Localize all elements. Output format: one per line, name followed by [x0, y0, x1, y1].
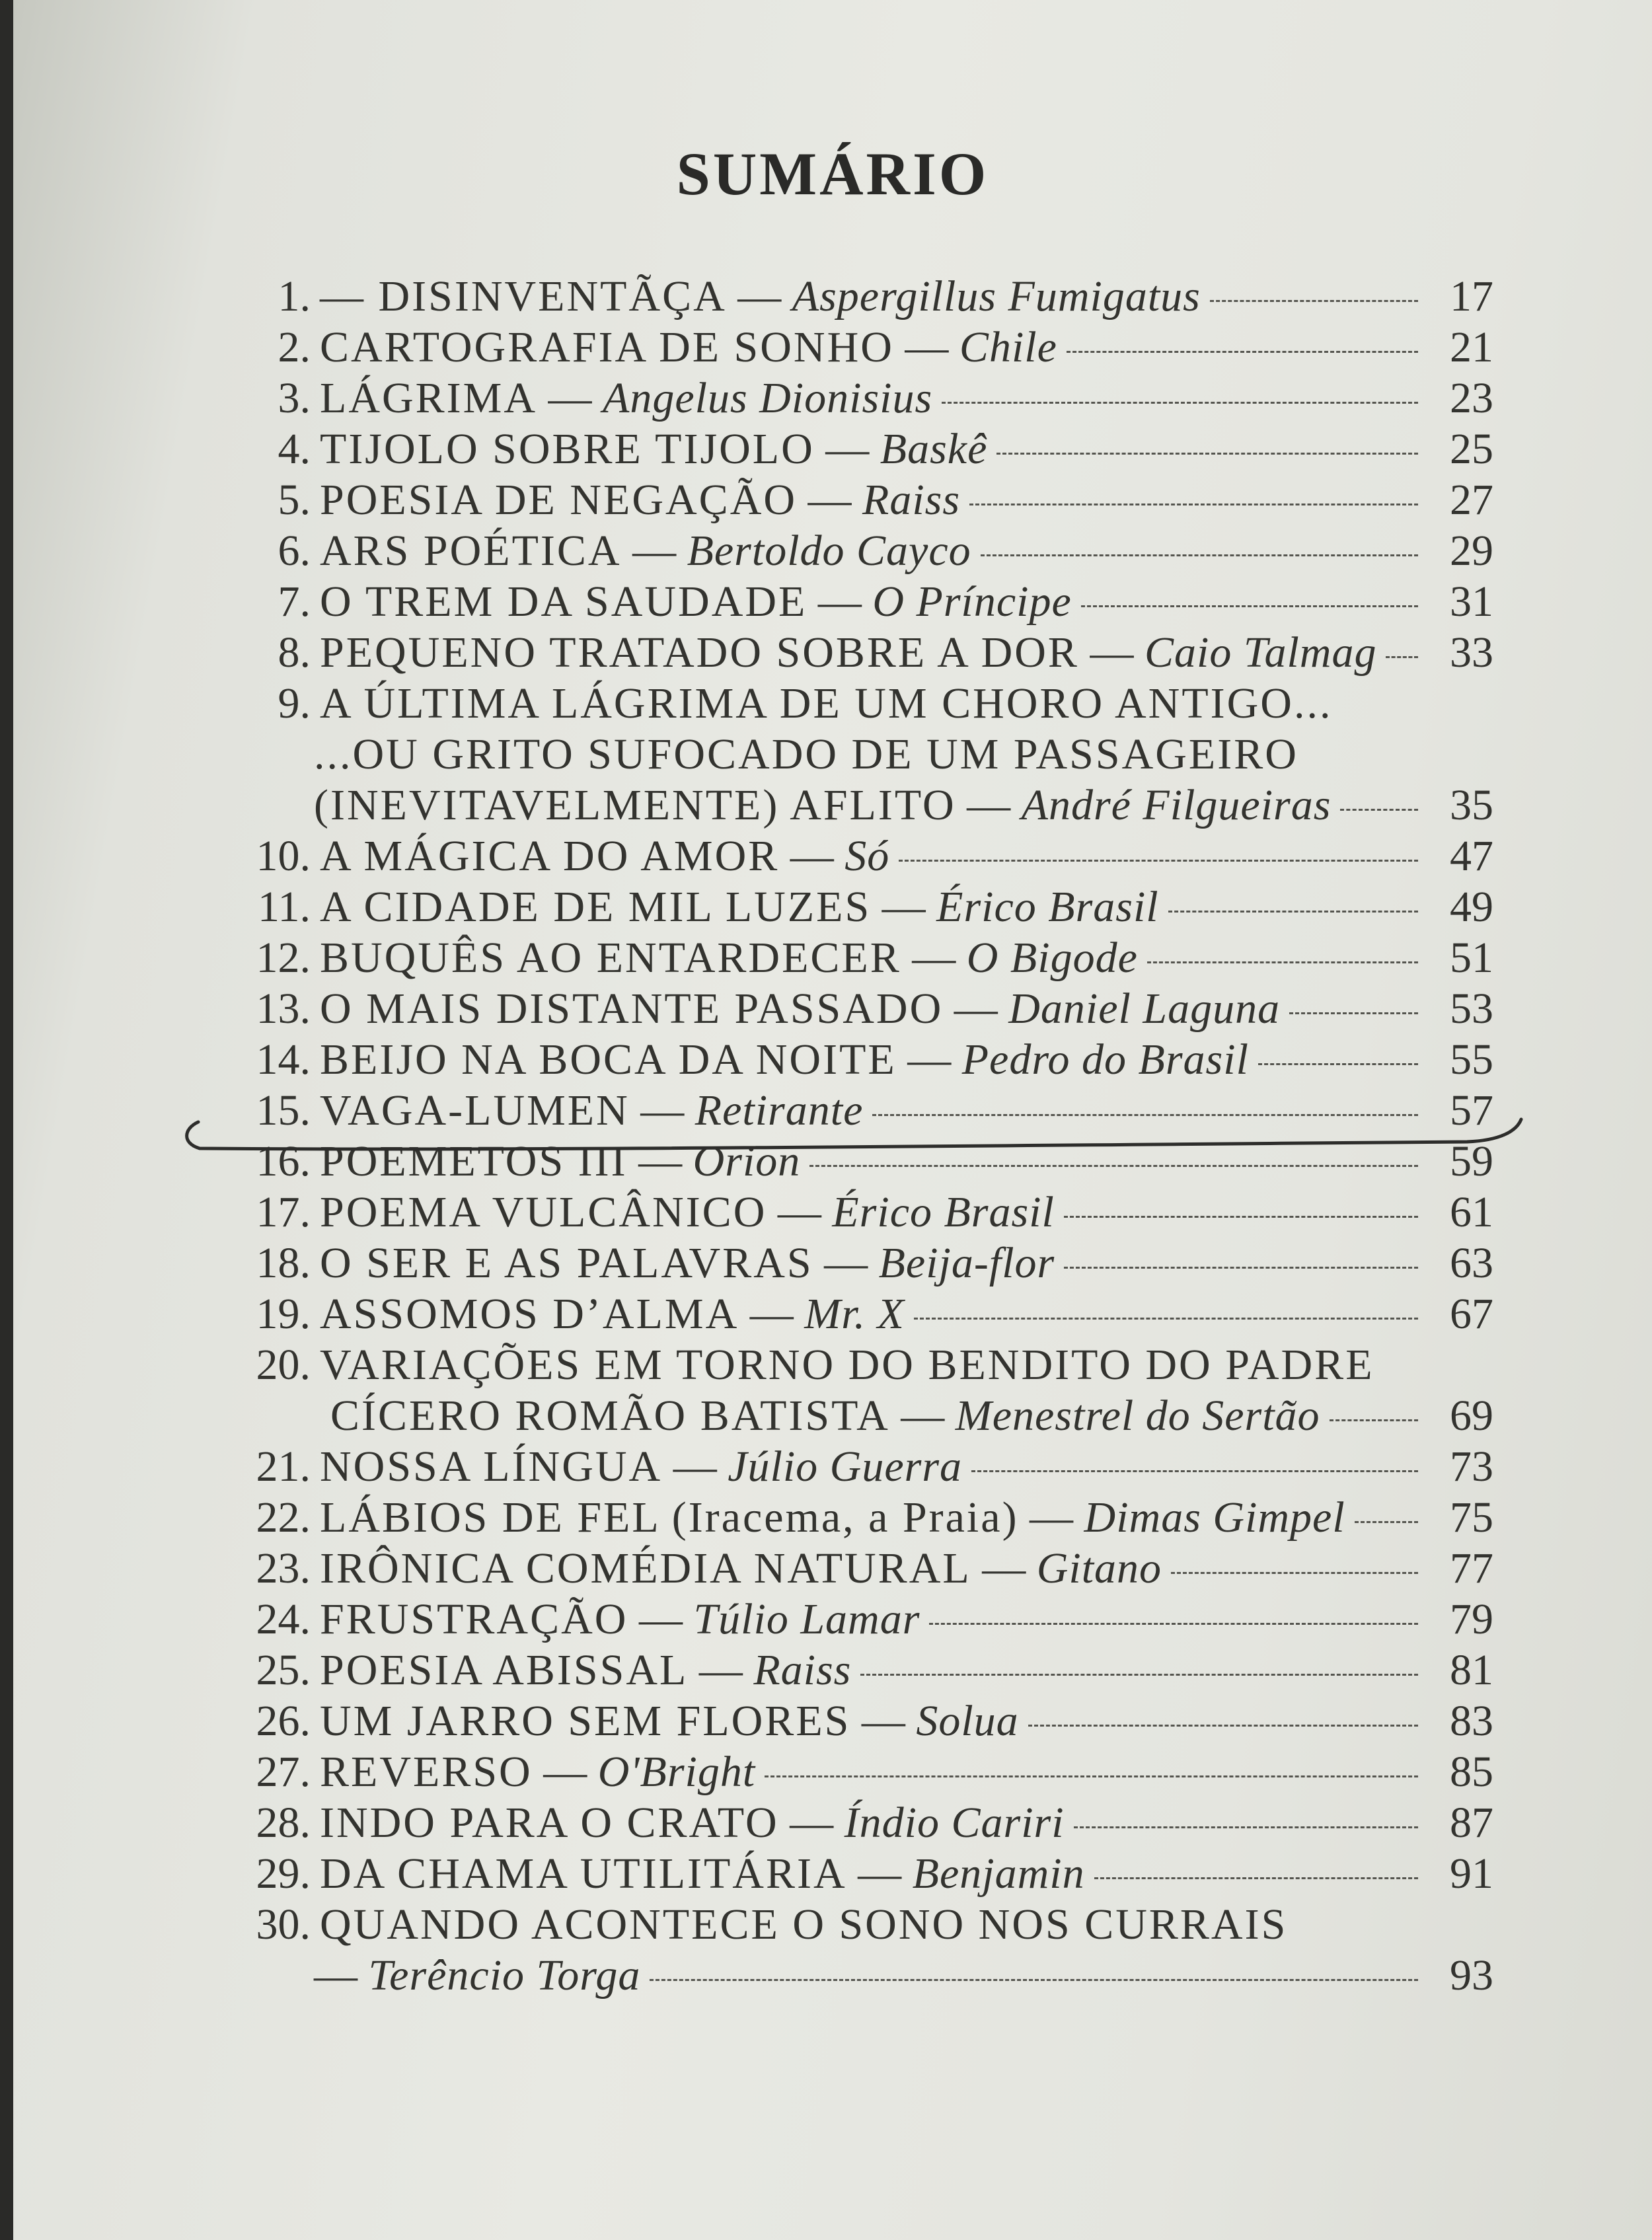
- entry-page: 57: [1450, 1086, 1493, 1135]
- entry-page: 79: [1450, 1595, 1493, 1643]
- entry-number: 29.: [256, 1849, 311, 1898]
- entry-author: Retirante: [695, 1086, 864, 1135]
- entry-author: Terêncio Torga: [368, 1951, 641, 1999]
- entry-number: 9.: [278, 679, 311, 728]
- dot-leader: [1355, 1520, 1418, 1523]
- em-dash: —: [905, 323, 949, 371]
- em-dash: —: [882, 883, 926, 931]
- toc-entry-9-line-3: [225, 780, 1493, 831]
- toc-entry-14: [225, 1034, 1493, 1085]
- dot-leader: [1258, 1062, 1418, 1065]
- toc-entry-9-line-2: [225, 729, 1493, 780]
- toc-entry-17: [225, 1187, 1493, 1238]
- entry-author: Mr. X: [804, 1290, 905, 1338]
- entry-title: FRUSTRAÇÃO: [320, 1595, 628, 1643]
- toc-entry-6: [225, 525, 1493, 576]
- entry-page: 59: [1450, 1137, 1493, 1185]
- dot-leader: [1340, 807, 1418, 811]
- toc-entry-9: [225, 678, 1493, 729]
- entry-title: LÁGRIMA: [320, 374, 537, 422]
- entry-author: Menestrel do Sertão: [955, 1392, 1320, 1440]
- dot-leader: [1171, 1571, 1418, 1574]
- entry-title: POESIA ABISSAL: [320, 1646, 689, 1694]
- entry-title: REVERSO: [320, 1748, 533, 1796]
- entry-author: Júlio Guerra: [728, 1442, 963, 1491]
- entry-author: Chile: [959, 323, 1057, 371]
- entry-title: QUANDO ACONTECE O SONO NOS CURRAIS: [320, 1900, 1288, 1949]
- dot-leader: [981, 553, 1418, 556]
- entry-page: 85: [1450, 1748, 1493, 1796]
- entry-page: 35: [1450, 781, 1493, 829]
- entry-number: 27.: [256, 1748, 311, 1796]
- toc-entry-30: [225, 1899, 1493, 1950]
- em-dash: —: [907, 1035, 952, 1084]
- entry-page: 83: [1450, 1697, 1493, 1745]
- entry-author: Túlio Lamar: [693, 1595, 920, 1643]
- em-dash: —: [749, 1290, 794, 1338]
- entry-title-continued: CÍCERO ROMÃO BATISTA: [330, 1392, 890, 1440]
- dot-leader: [809, 1164, 1418, 1167]
- em-dash: —: [824, 1239, 868, 1287]
- entry-author: O Bigode: [966, 934, 1138, 982]
- entry-number: 2.: [278, 323, 311, 371]
- entry-title: BEIJO NA BOCA DA NOITE: [320, 1035, 897, 1084]
- entry-author: Bertoldo Cayco: [687, 527, 971, 575]
- entry-author: Pedro do Brasil: [961, 1035, 1249, 1084]
- em-dash: —: [548, 374, 592, 422]
- entry-page: 75: [1450, 1493, 1493, 1542]
- entry-author: André Filgueiras: [1021, 781, 1332, 829]
- entry-page: 81: [1450, 1646, 1493, 1694]
- em-dash: —: [777, 1188, 821, 1236]
- entry-number: 14.: [256, 1035, 311, 1084]
- em-dash: —: [632, 527, 677, 575]
- entry-title: O TREM DA SAUDADE: [320, 578, 807, 626]
- dot-leader: [1028, 1723, 1418, 1727]
- dot-leader: [914, 1316, 1418, 1320]
- entry-title: CARTOGRAFIA DE SONHO: [320, 323, 894, 371]
- entry-number: 1.: [278, 272, 311, 320]
- em-dash: —: [807, 476, 852, 524]
- toc-entry-15: [225, 1085, 1493, 1136]
- dot-leader: [942, 400, 1418, 404]
- toc-entry-12: [225, 932, 1493, 983]
- entry-title: VAGA-LUMEN: [320, 1086, 630, 1135]
- entry-number: 7.: [278, 578, 311, 626]
- entry-title: — DISINVENTÃÇA: [320, 272, 727, 320]
- toc-entry-4: [225, 424, 1493, 474]
- entry-page: 25: [1450, 425, 1493, 473]
- entry-author: Aspergillus Fumigatus: [792, 272, 1201, 320]
- dot-leader: [860, 1672, 1418, 1676]
- em-dash: —: [982, 1544, 1026, 1592]
- dot-leader: [899, 858, 1418, 862]
- entry-page: 63: [1450, 1239, 1493, 1287]
- toc-entry-21: [225, 1441, 1493, 1492]
- dot-leader: [1081, 604, 1418, 607]
- entry-page: 55: [1450, 1035, 1493, 1084]
- toc-entry-27: [225, 1746, 1493, 1797]
- entry-title-continued: (INEVITAVELMENTE) AFLITO: [314, 781, 956, 829]
- toc-entry-26: [225, 1696, 1493, 1746]
- entry-author: Érico Brasil: [832, 1188, 1055, 1236]
- dot-leader: [1067, 350, 1418, 353]
- dot-leader: [929, 1622, 1418, 1625]
- entry-title: O MAIS DISTANTE PASSADO: [320, 985, 944, 1033]
- entry-author: Daniel Laguna: [1008, 985, 1281, 1033]
- entry-author: O Príncipe: [872, 578, 1072, 626]
- entry-number: 23.: [256, 1544, 311, 1592]
- dot-leader: [650, 1978, 1418, 1981]
- entry-number: 13.: [256, 985, 311, 1033]
- toc-entry-22: [225, 1492, 1493, 1543]
- toc-entry-10: [225, 831, 1493, 881]
- em-dash: —: [640, 1086, 685, 1135]
- em-dash: —: [638, 1595, 683, 1643]
- entry-page: 29: [1450, 527, 1493, 575]
- entry-title: A MÁGICA DO AMOR: [320, 832, 780, 880]
- entry-title: UM JARRO SEM FLORES: [320, 1697, 851, 1745]
- toc-entry-18: [225, 1238, 1493, 1288]
- toc-entry-7: [225, 576, 1493, 627]
- entry-author: Raiss: [753, 1646, 852, 1694]
- entry-page: 69: [1450, 1392, 1493, 1440]
- entry-page: 87: [1450, 1799, 1493, 1847]
- dot-leader: [1147, 960, 1418, 963]
- entry-title-continued: ...OU GRITO SUFOCADO DE UM PASSAGEIRO: [314, 730, 1298, 778]
- dot-leader: [872, 1113, 1418, 1116]
- entry-author: O'Bright: [597, 1748, 756, 1796]
- entry-author: Orion: [693, 1137, 801, 1185]
- em-dash: —: [967, 781, 1011, 829]
- entry-page: 23: [1450, 374, 1493, 422]
- entry-title: POEMA VULCÂNICO: [320, 1188, 767, 1236]
- em-dash: —: [790, 1799, 834, 1847]
- entry-title: PEQUENO TRATADO SOBRE A DOR: [320, 628, 1079, 677]
- dot-leader: [1074, 1825, 1418, 1828]
- entry-number: 10.: [256, 832, 311, 880]
- entry-page: 21: [1450, 323, 1493, 371]
- em-dash: —: [858, 1849, 902, 1898]
- entry-page: 47: [1450, 832, 1493, 880]
- entry-page: 17: [1450, 272, 1493, 320]
- entry-number: 12.: [256, 934, 311, 982]
- entry-number: 26.: [256, 1697, 311, 1745]
- entry-title: VARIAÇÕES EM TORNO DO BENDITO DO PADRE: [320, 1341, 1374, 1389]
- book-page: [13, 0, 1652, 2240]
- entry-title: O SER E AS PALAVRAS: [320, 1239, 813, 1287]
- toc-entry-30-line-2: [225, 1950, 1493, 2001]
- toc-entry-5: [225, 474, 1493, 525]
- em-dash: —: [861, 1697, 905, 1745]
- entry-title: A ÚLTIMA LÁGRIMA DE UM CHORO ANTIGO...: [320, 679, 1333, 728]
- entry-author: Caio Talmag: [1144, 628, 1377, 677]
- toc-entry-1: [225, 271, 1493, 322]
- entry-number: 19.: [256, 1290, 311, 1338]
- table-of-contents: [225, 271, 1493, 2001]
- dot-leader: [1289, 1011, 1418, 1014]
- entry-author: Solua: [916, 1697, 1019, 1745]
- toc-entry-8: [225, 627, 1493, 678]
- entry-author: Angelus Dionisius: [603, 374, 933, 422]
- toc-entry-20-line-2: [225, 1390, 1493, 1441]
- entry-title: ASSOMOS D’ALMA: [320, 1290, 739, 1338]
- entry-page: 33: [1450, 628, 1493, 677]
- em-dash: —: [1090, 628, 1134, 677]
- dot-leader: [969, 502, 1418, 505]
- entry-number: 22.: [256, 1493, 311, 1542]
- entry-author: Só: [845, 832, 890, 880]
- entry-title: TIJOLO SOBRE TIJOLO: [320, 425, 815, 473]
- em-dash: —: [1030, 1493, 1074, 1542]
- entry-author: Raiss: [862, 476, 961, 524]
- dot-leader: [1210, 299, 1418, 302]
- entry-page: 93: [1450, 1951, 1493, 1999]
- dot-leader: [971, 1469, 1418, 1472]
- toc-entry-20: [225, 1339, 1493, 1390]
- dot-leader: [1168, 909, 1418, 913]
- entry-author: Érico Brasil: [936, 883, 1159, 931]
- entry-number: 25.: [256, 1646, 311, 1694]
- toc-entry-3: [225, 373, 1493, 424]
- entry-title: NOSSA LÍNGUA: [320, 1442, 663, 1491]
- entry-title: LÁBIOS DE FEL (Iracema, a Praia): [320, 1493, 1019, 1542]
- entry-page: 53: [1450, 985, 1493, 1033]
- entry-title: A CIDADE DE MIL LUZES: [320, 883, 872, 931]
- toc-entry-28: [225, 1797, 1493, 1848]
- entry-title: POEMETOS III: [320, 1137, 628, 1185]
- dot-leader: [1094, 1876, 1418, 1879]
- entry-title: DA CHAMA UTILITÁRIA: [320, 1849, 847, 1898]
- entry-page: 67: [1450, 1290, 1493, 1338]
- entry-page: 31: [1450, 578, 1493, 626]
- entry-number: 16.: [256, 1137, 311, 1185]
- entry-number: 20.: [256, 1341, 311, 1389]
- entry-page: 73: [1450, 1442, 1493, 1491]
- em-dash: —: [543, 1748, 587, 1796]
- toc-entry-24: [225, 1594, 1493, 1645]
- em-dash: —: [901, 1392, 945, 1440]
- entry-number: 3.: [278, 374, 311, 422]
- entry-number: 15.: [256, 1086, 311, 1135]
- entry-title: IRÔNICA COMÉDIA NATURAL: [320, 1544, 971, 1592]
- entry-page: 49: [1450, 883, 1493, 931]
- entry-title: ARS POÉTICA: [320, 527, 622, 575]
- entry-number: 5.: [278, 476, 311, 524]
- toc-entry-11: [225, 881, 1493, 932]
- entry-number: 18.: [256, 1239, 311, 1287]
- entry-number: 24.: [256, 1595, 311, 1643]
- dot-leader: [765, 1774, 1418, 1777]
- dot-leader: [1330, 1418, 1418, 1421]
- entry-number: 4.: [278, 425, 311, 473]
- dot-leader: [996, 451, 1418, 455]
- entry-page: 51: [1450, 934, 1493, 982]
- em-dash: —: [912, 934, 956, 982]
- entry-number: 30.: [256, 1900, 311, 1949]
- entry-number: 6.: [278, 527, 311, 575]
- toc-entry-2: [225, 322, 1493, 373]
- entry-number: 8.: [278, 628, 311, 677]
- dot-leader: [1064, 1265, 1418, 1269]
- em-dash: —: [314, 1951, 357, 1999]
- entry-page: 91: [1450, 1849, 1493, 1898]
- entry-title: POESIA DE NEGAÇÃO: [320, 476, 798, 524]
- entry-number: 17.: [256, 1188, 311, 1236]
- em-dash: —: [737, 272, 782, 320]
- em-dash: —: [817, 578, 862, 626]
- toc-entry-19: [225, 1288, 1493, 1339]
- toc-entry-23: [225, 1543, 1493, 1594]
- page-title: SUMÁRIO: [676, 140, 989, 207]
- entry-page: 61: [1450, 1188, 1493, 1236]
- entry-author: Baskê: [880, 425, 988, 473]
- entry-title: BUQUÊS AO ENTARDECER: [320, 934, 901, 982]
- entry-title: INDO PARA O CRATO: [320, 1799, 779, 1847]
- entry-number: 11.: [257, 883, 311, 931]
- entry-author: Dimas Gimpel: [1084, 1493, 1345, 1542]
- dot-leader: [1386, 655, 1418, 658]
- em-dash: —: [790, 832, 834, 880]
- entry-number: 28.: [256, 1799, 311, 1847]
- toc-entry-16: [225, 1136, 1493, 1187]
- entry-number: 21.: [256, 1442, 311, 1491]
- entry-author: Índio Cariri: [844, 1799, 1065, 1847]
- entry-page: 77: [1450, 1544, 1493, 1592]
- entry-author: Gitano: [1036, 1544, 1162, 1592]
- dot-leader: [1064, 1214, 1418, 1218]
- em-dash: —: [638, 1137, 683, 1185]
- em-dash: —: [825, 425, 870, 473]
- toc-entry-13: [225, 983, 1493, 1034]
- entry-author: Beija-flor: [878, 1239, 1055, 1287]
- toc-entry-29: [225, 1848, 1493, 1899]
- em-dash: —: [673, 1442, 717, 1491]
- em-dash: —: [698, 1646, 743, 1694]
- toc-entry-25: [225, 1645, 1493, 1696]
- entry-page: 27: [1450, 476, 1493, 524]
- entry-author: Benjamin: [912, 1849, 1085, 1898]
- em-dash: —: [954, 985, 998, 1033]
